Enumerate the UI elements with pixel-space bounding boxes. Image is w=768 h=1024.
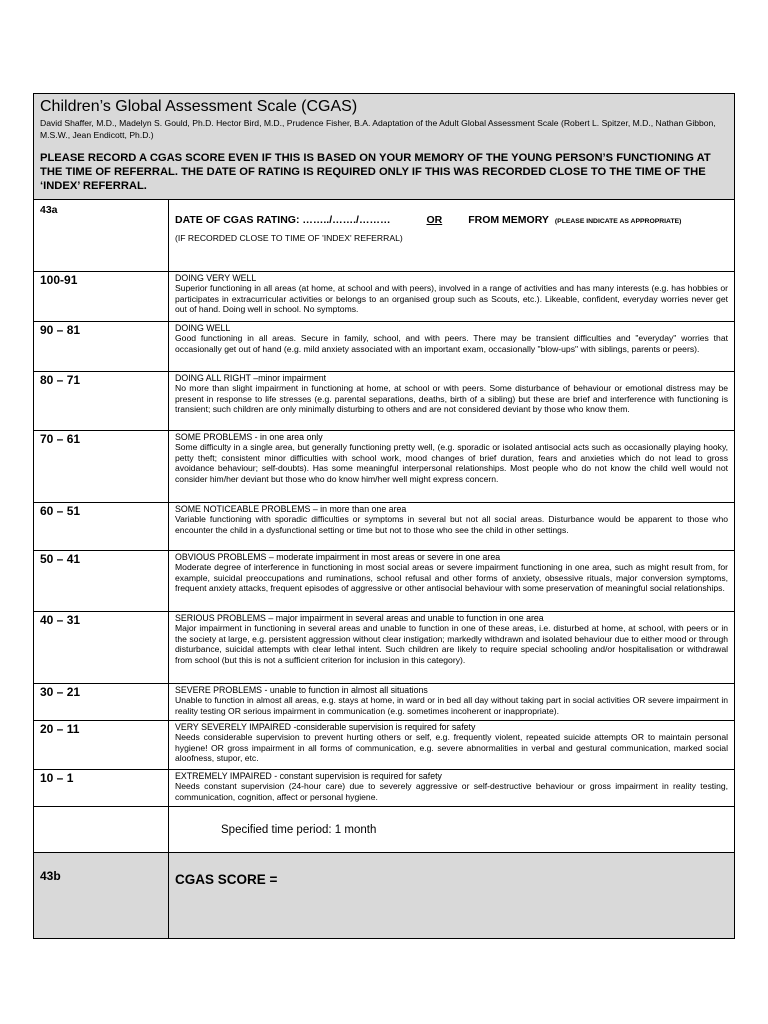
level-heading: DOING ALL RIGHT –minor impairment: [175, 373, 327, 383]
form-title: Children’s Global Assessment Scale (CGAS): [40, 98, 358, 115]
level-range: 80 – 71: [34, 372, 169, 431]
level-heading: SERIOUS PROBLEMS – major impairment in several areas and unable to function in one area: [175, 613, 544, 623]
date-row: [34, 200, 735, 272]
level-text: Good functioning in all areas. Secure in family, school, and with peers. There may be transient difficulties and "everyday" worries that occasionally get out of hand (e.g. mild anxiety associated with an important exam, occasionally "blow-ups" with siblings, parents or peers).: [175, 333, 729, 354]
level-heading: EXTREMELY IMPAIRED - constant supervision is required for safety: [175, 771, 442, 781]
level-row: [34, 322, 735, 372]
level-heading: DOING VERY WELL: [175, 273, 257, 283]
level-description: [169, 551, 735, 612]
from-memory-option[interactable]: FROM MEMORY: [468, 214, 549, 226]
level-range: 70 – 61: [34, 431, 169, 503]
level-row: [34, 551, 735, 612]
period-empty-cell: [34, 807, 169, 853]
level-range: 20 – 11: [34, 721, 169, 770]
level-range: 30 – 21: [34, 684, 169, 721]
indicate-appropriate-note: (PLEASE INDICATE AS APPROPRIATE): [554, 218, 682, 225]
level-description: [169, 721, 735, 770]
cgas-score-label: CGAS SCORE =: [175, 872, 278, 887]
level-description: [169, 322, 735, 372]
instruction-text: PLEASE RECORD A CGAS SCORE EVEN IF THIS IS BASED ON YOUR MEMORY OF THE YOUNG PERSON’S FUNCTIONING AT THE TIME OF REFERRAL. THE DATE OF RATING IS REQUIRED ONLY IF THIS WAS RECORDED CLOSE TO THE TIME OF THE ‘INDEX’ REFERRAL.: [40, 152, 711, 192]
level-text: Unable to function in almost all areas, e.g. stays at home, in ward or in bed all day without taking part in social activities OR severe impairment in reality testing OR serious impairment in communication (e.g. sometimes incoherent or inappropriate).: [175, 695, 729, 716]
authors-text: David Shaffer, M.D., Madelyn S. Gould, Ph.D. Hector Bird, M.D., Prudence Fisher, B.A. Adaptation of the Adult Global Assessment Scale (Robert L. Spitzer, M.D., Nathan Gibbon, M.S.W., Jean Endicott, Ph.D.): [40, 118, 716, 140]
level-text: Superior functioning in all areas (at home, at school and with peers), involved in a range of activities and has many interests (e.g. has hobbies or participates in extracurricular activities or belongs to an organised group such as Scouts, etc.). Likeable, confident, everyday worries never get out of hand. Doing well in school. No symptoms.: [175, 283, 729, 315]
level-text: No more than slight impairment in functioning at home, at school or with peers. Some disturbance of behaviour or emotional distress may be present in response to life stresses (e.g. parental separations, deaths, birth of a sibling) but these are brief and interference with functioning is transient; such children are only minimally disturbing to others and are not considered deviant by those who know them.: [175, 383, 729, 415]
level-range: 100-91: [34, 272, 169, 322]
level-text: Needs considerable supervision to prevent hurting others or self, e.g. frequently violent, repeated suicide attempts OR to maintain personal hygiene! OR gross impairment in all forms of communication, e.g. severe abnormalities in verbal and gestural communication, marked social aloofness, stupor, etc.: [175, 732, 729, 764]
level-description: [169, 612, 735, 684]
item-code-43a: 43a: [34, 200, 169, 272]
level-heading: DOING WELL: [175, 323, 231, 333]
recorded-close-note: (IF RECORDED CLOSE TO TIME OF 'INDEX' REFERRAL): [175, 233, 403, 243]
cgas-table: [33, 93, 735, 939]
level-row: [34, 612, 735, 684]
level-row: [34, 272, 735, 322]
level-text: Major impairment in functioning in several areas and unable to function in one of these areas, i.e. disturbed at home, at school, with peers or in the society at large, e.g. persistent aggression without clear instigation; markedly withdrawn and isolated behaviour due to either mood or through disturbance, suicidal attempts with clear lethal intent. Such children are likely to require special schooling and/or hospitalisation or withdrawal from school (but this is not a sufficient criterion for inclusion in this category).: [175, 623, 729, 665]
level-description: [169, 770, 735, 807]
level-range: 60 – 51: [34, 503, 169, 551]
level-description: [169, 503, 735, 551]
period-cell: [169, 807, 735, 853]
level-heading: SOME PROBLEMS - in one area only: [175, 432, 323, 442]
score-row: [34, 853, 735, 939]
level-text: Some difficulty in a single area, but generally functioning pretty well, (e.g. sporadic or isolated antisocial acts such as occasionally playing hooky, petty theft; consistent minor difficulties with school work, mood changes of brief duration, fears and anxieties which do not lead to gross avoidance behaviour; self-doubts). Has some meaningful interpersonal relationships. Most people who do not know the child well would not consider him/her deviant but those who do know him/her well might express concern.: [175, 442, 729, 484]
level-text: Moderate degree of interference in functioning in most social areas or severe impairment functioning in one area, such as might result from, for example, suicidal preoccupations and ruminations, school refusal and other forms of anxiety, obsessive rituals, major conversion symptoms, frequent anxiety attacks, frequent episodes of aggressive or other antisocial behaviour with some preservation of meaningful social relationships.: [175, 562, 729, 594]
level-row: [34, 503, 735, 551]
date-cell: [169, 200, 735, 272]
date-of-rating-field[interactable]: DATE OF CGAS RATING: ……../……./………: [175, 214, 391, 226]
level-description: [169, 684, 735, 721]
item-code-43b: 43b: [34, 853, 169, 939]
score-cell[interactable]: [169, 853, 735, 939]
level-row: [34, 372, 735, 431]
level-heading: VERY SEVERELY IMPAIRED -considerable supervision is required for safety: [175, 722, 476, 732]
level-row: [34, 684, 735, 721]
level-row: [34, 721, 735, 770]
period-row: [34, 807, 735, 853]
header-cell: [34, 94, 735, 200]
specified-time-period: Specified time period: 1 month: [221, 824, 377, 836]
level-heading: SEVERE PROBLEMS - unable to function in almost all situations: [175, 685, 428, 695]
level-heading: SOME NOTICEABLE PROBLEMS – in more than one area: [175, 504, 407, 514]
level-range: 90 – 81: [34, 322, 169, 372]
level-description: [169, 431, 735, 503]
level-row: [34, 431, 735, 503]
level-range: 10 – 1: [34, 770, 169, 807]
level-description: [169, 272, 735, 322]
date-line: [175, 214, 728, 226]
level-heading: OBVIOUS PROBLEMS – moderate impairment in most areas or severe in one area: [175, 552, 501, 562]
level-text: Needs constant supervision (24-hour care) due to severely aggressive or self-destructive behaviour or gross impairment in reality testing, communication, cognition, affect or personal hygiene.: [175, 781, 729, 802]
header-row: [34, 94, 735, 200]
level-description: [169, 372, 735, 431]
level-range: 50 – 41: [34, 551, 169, 612]
or-label: OR: [426, 214, 443, 226]
level-row: [34, 770, 735, 807]
cgas-form: [33, 93, 734, 939]
level-text: Variable functioning with sporadic difficulties or symptoms in several but not all social areas. Disturbance would be apparent to those who encounter the child in a dysfunctional setting or time but not to those who see the child in other settings.: [175, 514, 729, 535]
level-range: 40 – 31: [34, 612, 169, 684]
